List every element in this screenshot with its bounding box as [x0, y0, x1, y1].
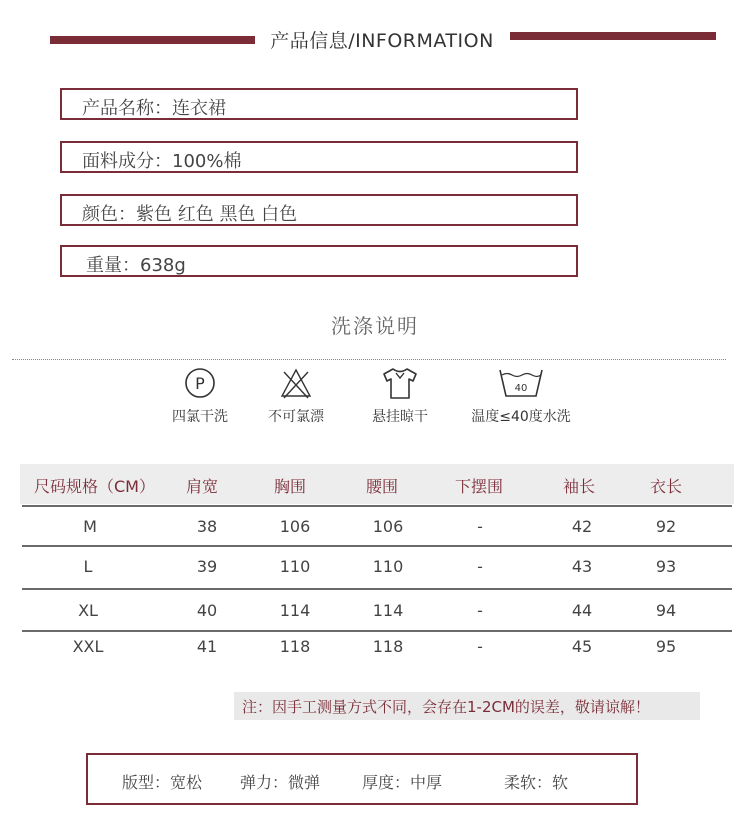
wash-label: 四氯干洗 — [172, 409, 228, 425]
wash-label: 温度≤40度水洗 — [471, 409, 571, 425]
table-cell: 114 — [279, 601, 311, 620]
table-cell: 43 — [571, 557, 593, 576]
wash-item-hang-dry — [360, 366, 440, 426]
attr-elasticity: 弹力：微弹 — [240, 773, 321, 792]
divider — [12, 359, 726, 360]
table-cell: 106 — [279, 517, 311, 536]
wash-label: 悬挂晾干 — [372, 409, 428, 425]
table-cell: 118 — [372, 637, 404, 656]
table-cell: 95 — [655, 637, 677, 656]
table-header-cell: 肩宽 — [185, 477, 219, 496]
table-header-cell: 袖长 — [562, 477, 596, 496]
table-cell: 41 — [196, 637, 218, 656]
attr-fit: 版型：宽松 — [122, 773, 203, 792]
table-cell: M — [83, 517, 97, 536]
table-header-cell: 尺码规格（CM） — [34, 477, 155, 496]
table-header-cell: 衣长 — [649, 477, 683, 496]
wash-item-dry-clean — [160, 366, 240, 426]
attr-thickness: 厚度：中厚 — [362, 773, 443, 792]
table-cell: - — [477, 637, 483, 656]
svg-text:40: 40 — [514, 383, 528, 394]
info-box-material — [60, 141, 578, 173]
header-bar-left — [50, 36, 255, 44]
table-divider — [22, 505, 732, 507]
table-cell: 40 — [196, 601, 218, 620]
table-cell: - — [477, 517, 483, 536]
wash-label: 不可氯漂 — [268, 409, 324, 425]
table-cell: 94 — [655, 601, 677, 620]
table-cell: L — [83, 557, 93, 576]
table-divider — [22, 545, 732, 547]
table-cell: - — [477, 601, 483, 620]
table-header-cell: 下摆围 — [454, 477, 504, 496]
hang-dry-icon — [360, 366, 440, 400]
header-bar-right — [510, 32, 716, 40]
attr-softness: 柔软：软 — [504, 773, 569, 792]
wash-item-no-bleach — [256, 366, 336, 426]
wash-item-wash-40 — [458, 366, 584, 426]
no-bleach-icon — [256, 366, 336, 400]
table-cell: 45 — [571, 637, 593, 656]
table-cell: - — [477, 557, 483, 576]
table-cell: 42 — [571, 517, 593, 536]
product-weight: 重量：638g — [86, 255, 186, 276]
table-cell: 92 — [655, 517, 677, 536]
measurement-note — [234, 692, 700, 720]
section-title: 产品信息/INFORMATION — [270, 30, 494, 52]
product-name: 产品名称：连衣裙 — [82, 98, 226, 119]
table-header-cell: 胸围 — [273, 477, 307, 496]
table-divider — [22, 630, 732, 632]
wash-40-icon — [458, 366, 584, 400]
table-header-cell: 腰围 — [365, 477, 399, 496]
note-text: 注：因手工测量方式不同，会存在1-2CM的误差，敬请谅解！ — [242, 698, 650, 716]
table-cell: 110 — [372, 557, 404, 576]
table-cell: XL — [78, 601, 98, 620]
info-box-name — [60, 88, 578, 120]
table-cell: 39 — [196, 557, 218, 576]
info-box-weight — [60, 245, 578, 277]
info-box-colors — [60, 194, 578, 226]
table-cell: 93 — [655, 557, 677, 576]
dry-clean-p-icon — [160, 366, 240, 400]
table-cell: 114 — [372, 601, 404, 620]
table-cell: XXL — [72, 637, 104, 656]
table-header — [20, 464, 734, 504]
table-cell: 110 — [279, 557, 311, 576]
product-material: 面料成分：100%棉 — [82, 151, 242, 172]
attributes-box — [86, 753, 638, 805]
table-divider — [22, 588, 732, 590]
washing-title: 洗涤说明 — [331, 314, 419, 338]
table-cell: 106 — [372, 517, 404, 536]
table-cell: 118 — [279, 637, 311, 656]
table-cell: 44 — [571, 601, 593, 620]
svg-text:P: P — [195, 374, 205, 393]
table-cell: 38 — [196, 517, 218, 536]
product-colors: 颜色：紫色 红色 黑色 白色 — [82, 204, 298, 225]
